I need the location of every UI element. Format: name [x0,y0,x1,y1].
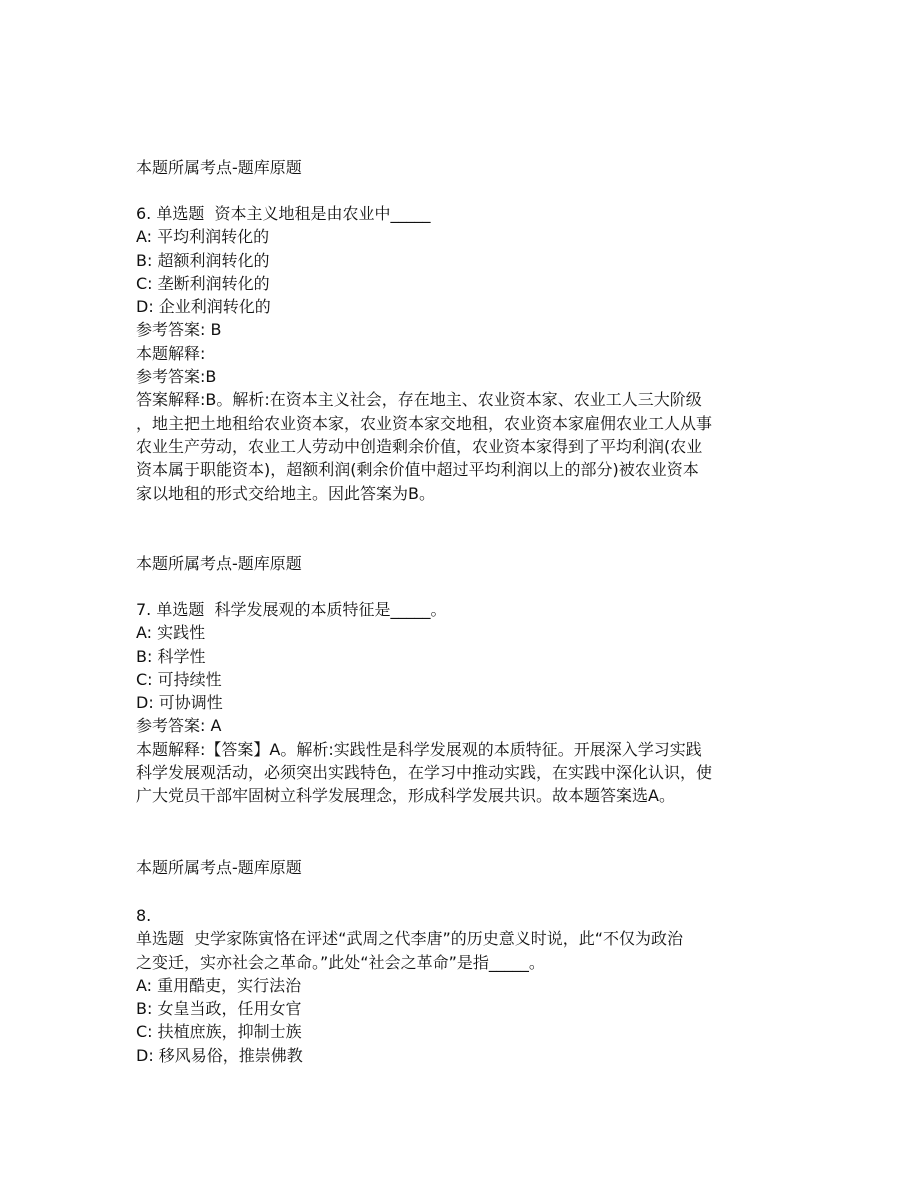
option-a: A: 重用酷吏，实行法治 [136,975,302,995]
question-stem: 单选题 史学家陈寅恪在评述“武周之代李唐”的历史意义时说，此“不仅为政治 [136,929,684,949]
reference-answer: 参考答案: A [136,716,222,736]
explanation-line: 资本属于职能资本)，超额利润(剩余价值中超过平均利润以上的部分)被农业资本 [136,460,699,480]
question-stem: 之变迁，实亦社会之革命。”此处“社会之革命”是指_____。 [136,952,545,972]
option-c: C: 扶植庶族，抑制士族 [136,1022,302,1042]
explanation-line: ，地主把土地租给农业资本家，农业资本家交地租，农业资本家雇佣农业工人从事 [136,413,713,433]
reference-answer: 参考答案: B [136,320,222,340]
option-b: B: 科学性 [136,646,206,666]
source-label: 本题所属考点-题库原题 [136,858,302,877]
explanation-line: 家以地租的形式交给地主。因此答案为B。 [136,483,435,503]
option-a: A: 实践性 [136,623,206,643]
option-c: C: 可持续性 [136,669,222,689]
question-7 [136,598,796,808]
source-label: 本题所属考点-题库原题 [136,554,302,573]
option-d: D: 可协调性 [136,693,223,713]
question-number: 8. [136,906,152,925]
explanation-label: 本题解释: [136,343,206,363]
source-label: 本题所属考点-题库原题 [136,158,302,177]
option-d: D: 企业利润转化的 [136,297,271,317]
explanation-line: 本题解释:【答案】A。解析:实践性是科学发展观的本质特征。开展深入学习实践 [136,739,702,759]
question-6 [136,202,796,505]
question-stem: 6. 单选题 资本主义地租是由农业中_____ [136,204,431,223]
option-c: C: 垄断利润转化的 [136,273,270,293]
explanation-line: 广大党员干部牢固树立科学发展理念，形成科学发展共识。故本题答案选A。 [136,786,675,806]
option-a: A: 平均利润转化的 [136,227,270,247]
question-8 [136,904,796,1067]
question-stem: 7. 单选题 科学发展观的本质特征是_____。 [136,600,447,619]
explanation-line: 科学发展观活动，必须突出实践特色，在学习中推动实践，在实践中深化认识，使 [136,763,713,783]
explanation-line: 农业生产劳动，农业工人劳动中创造剩余价值，农业资本家得到了平均利润(农业 [136,436,703,456]
reference-answer-2: 参考答案:B [136,367,217,387]
option-b: B: 超额利润转化的 [136,250,270,270]
option-b: B: 女皇当政，任用女官 [136,999,302,1019]
explanation-line: 答案解释:B。解析:在资本主义社会，存在地主、农业资本家、农业工人三大阶级 [136,390,702,410]
option-d: D: 移风易俗，推崇佛教 [136,1045,303,1065]
